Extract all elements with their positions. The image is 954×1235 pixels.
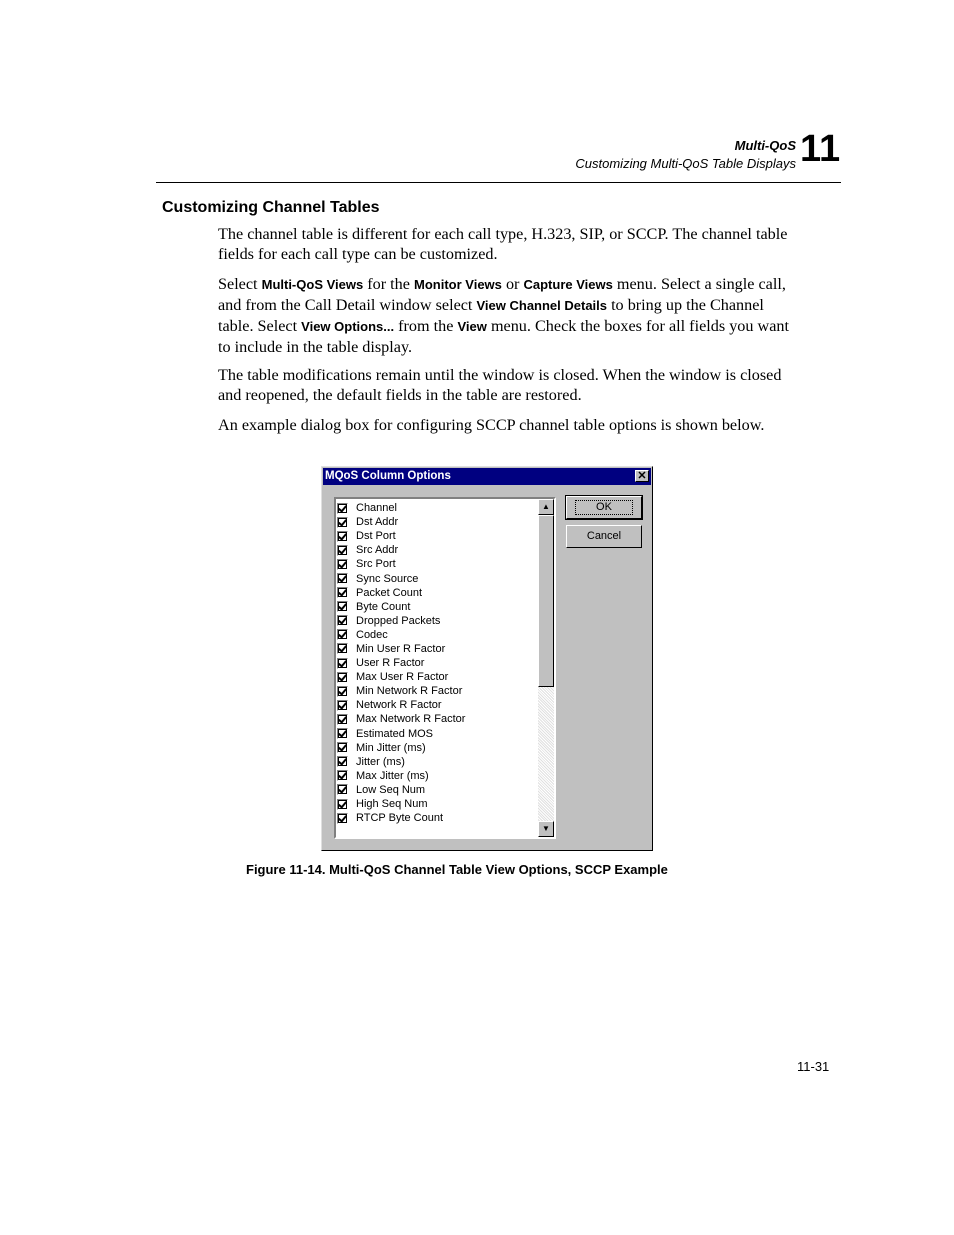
checkbox[interactable] <box>337 799 348 810</box>
p2-text: menu. Select a single call, and from the Call Detail window select <box>218 275 786 314</box>
list-item[interactable] <box>337 642 465 656</box>
list-item-label: Dropped Packets <box>356 614 441 627</box>
list-item[interactable] <box>337 727 465 741</box>
list-item[interactable] <box>337 783 465 797</box>
p2-text: or <box>501 275 524 293</box>
list-item-label: Dst Addr <box>356 516 399 529</box>
list-item-label: Max User R Factor <box>356 671 449 684</box>
scroll-thumb[interactable] <box>538 515 554 687</box>
list-item-label: Network R Factor <box>356 699 442 712</box>
p2-text: Select <box>218 275 262 293</box>
checkbox[interactable] <box>337 770 348 781</box>
checkbox[interactable] <box>337 728 348 739</box>
checkbox[interactable] <box>337 517 348 528</box>
checkbox[interactable] <box>337 686 348 697</box>
paragraph-3: The table modifications remain until the window is closed. When the window is closed and reopened, the default fields in the table are restored. <box>218 366 782 404</box>
checkbox[interactable] <box>337 714 348 725</box>
menu-ref-view-channel-details: View Channel Details <box>476 298 608 313</box>
checkbox[interactable] <box>337 531 348 542</box>
checkbox[interactable] <box>337 784 348 795</box>
list-item[interactable] <box>337 614 465 628</box>
checkbox[interactable] <box>337 629 348 640</box>
column-options-listbox[interactable] <box>334 497 556 839</box>
checkbox[interactable] <box>337 813 348 824</box>
p2-text: to bring up the Channel table. Select <box>218 296 764 335</box>
checkbox[interactable] <box>337 742 348 753</box>
list-item-label: High Seq Num <box>356 798 428 811</box>
checkbox[interactable] <box>337 503 348 514</box>
list-item[interactable] <box>337 501 465 515</box>
menu-ref-view-options: View Options... <box>301 319 395 334</box>
checkbox[interactable] <box>337 643 348 654</box>
checkbox[interactable] <box>337 573 348 584</box>
list-item-label: Channel <box>356 502 397 515</box>
list-item[interactable] <box>337 755 465 769</box>
p2-text: menu. Check the boxes for all fields you want to include in the table display. <box>218 317 789 356</box>
checkbox[interactable] <box>337 672 348 683</box>
list-item-label: Jitter (ms) <box>356 755 405 768</box>
checkbox[interactable] <box>337 658 348 669</box>
figure-caption: Figure 11-14. Multi-QoS Channel Table View Options, SCCP Example <box>246 862 668 877</box>
checkbox[interactable] <box>337 700 348 711</box>
list-item-label: Packet Count <box>356 586 423 599</box>
list-item-label: Min Network R Factor <box>356 685 463 698</box>
menu-ref-monitor-views: Monitor Views <box>414 277 502 292</box>
menu-ref-view: View <box>457 319 487 334</box>
checkbox[interactable] <box>337 756 348 767</box>
list-item-label: Src Port <box>356 558 396 571</box>
mqos-column-options-dialog <box>321 466 653 851</box>
list-item-label: Max Network R Factor <box>356 713 466 726</box>
list-item-label: Min User R Factor <box>356 642 446 655</box>
p2-text: for the <box>363 275 415 293</box>
paragraph-2 <box>218 274 793 357</box>
ok-button[interactable] <box>566 496 642 519</box>
list-item[interactable] <box>337 741 465 755</box>
list-item[interactable] <box>337 600 465 614</box>
list-item[interactable] <box>337 684 465 698</box>
list-item[interactable] <box>337 515 465 529</box>
list-item[interactable] <box>337 543 465 557</box>
list-item[interactable] <box>337 797 465 811</box>
list-item-label: Min Jitter (ms) <box>356 741 426 754</box>
menu-ref-multi-qos-views: Multi-QoS Views <box>261 277 364 292</box>
list-item[interactable] <box>337 628 465 642</box>
list-item-label: Byte Count <box>356 600 411 613</box>
list-item-label: User R Factor <box>356 657 425 670</box>
section-heading: Customizing Channel Tables <box>162 199 380 216</box>
list-item[interactable] <box>337 557 465 571</box>
chapter-number: 11 <box>800 128 841 170</box>
list-item-label: Src Addr <box>356 544 399 557</box>
list-item-label: Estimated MOS <box>356 727 434 740</box>
checkbox[interactable] <box>337 615 348 626</box>
list-item[interactable] <box>337 712 465 726</box>
paragraph-4: An example dialog box for configuring SCCP channel table options is shown below. <box>218 416 765 434</box>
ok-button-label: OK <box>575 500 633 515</box>
dialog-title: MQoS Column Options <box>325 470 451 482</box>
list-item[interactable] <box>337 698 465 712</box>
list-item-label: Sync Source <box>356 572 419 585</box>
list-item[interactable] <box>337 656 465 670</box>
checkbox[interactable] <box>337 587 348 598</box>
checkbox[interactable] <box>337 559 348 570</box>
checkbox[interactable] <box>337 545 348 556</box>
scroll-down-icon[interactable]: ▼ <box>538 821 554 837</box>
list-item[interactable] <box>337 811 465 825</box>
list-item[interactable] <box>337 769 465 783</box>
list-item-label: Low Seq Num <box>356 783 426 796</box>
p2-text: from the <box>394 317 458 335</box>
list-item[interactable] <box>337 529 465 543</box>
close-icon[interactable]: ✕ <box>635 470 649 482</box>
menu-ref-capture-views: Capture Views <box>523 277 613 292</box>
paragraph-1: The channel table is different for each call type, H.323, SIP, or SCCP. The channel table fields for each call type can be customized. <box>218 225 788 263</box>
dialog-titlebar[interactable] <box>323 468 651 485</box>
cancel-button[interactable]: Cancel <box>566 525 642 548</box>
list-item[interactable] <box>337 586 465 600</box>
list-item[interactable] <box>337 670 465 684</box>
running-header-subtitle: Customizing Multi-QoS Table Displays <box>575 156 796 171</box>
list-item-label: Codec <box>356 628 388 641</box>
running-header-title: Multi-QoS <box>734 138 796 153</box>
list-item-label: RTCP Byte Count <box>356 812 444 825</box>
list-item[interactable] <box>337 571 465 585</box>
checkbox[interactable] <box>337 601 348 612</box>
header-rule <box>156 182 841 183</box>
scroll-up-icon[interactable]: ▲ <box>538 499 554 515</box>
page-number: 11-31 <box>797 1059 830 1074</box>
column-options-list <box>337 501 465 825</box>
vertical-scrollbar[interactable] <box>538 499 554 837</box>
list-item-label: Max Jitter (ms) <box>356 769 429 782</box>
list-item-label: Dst Port <box>356 530 396 543</box>
